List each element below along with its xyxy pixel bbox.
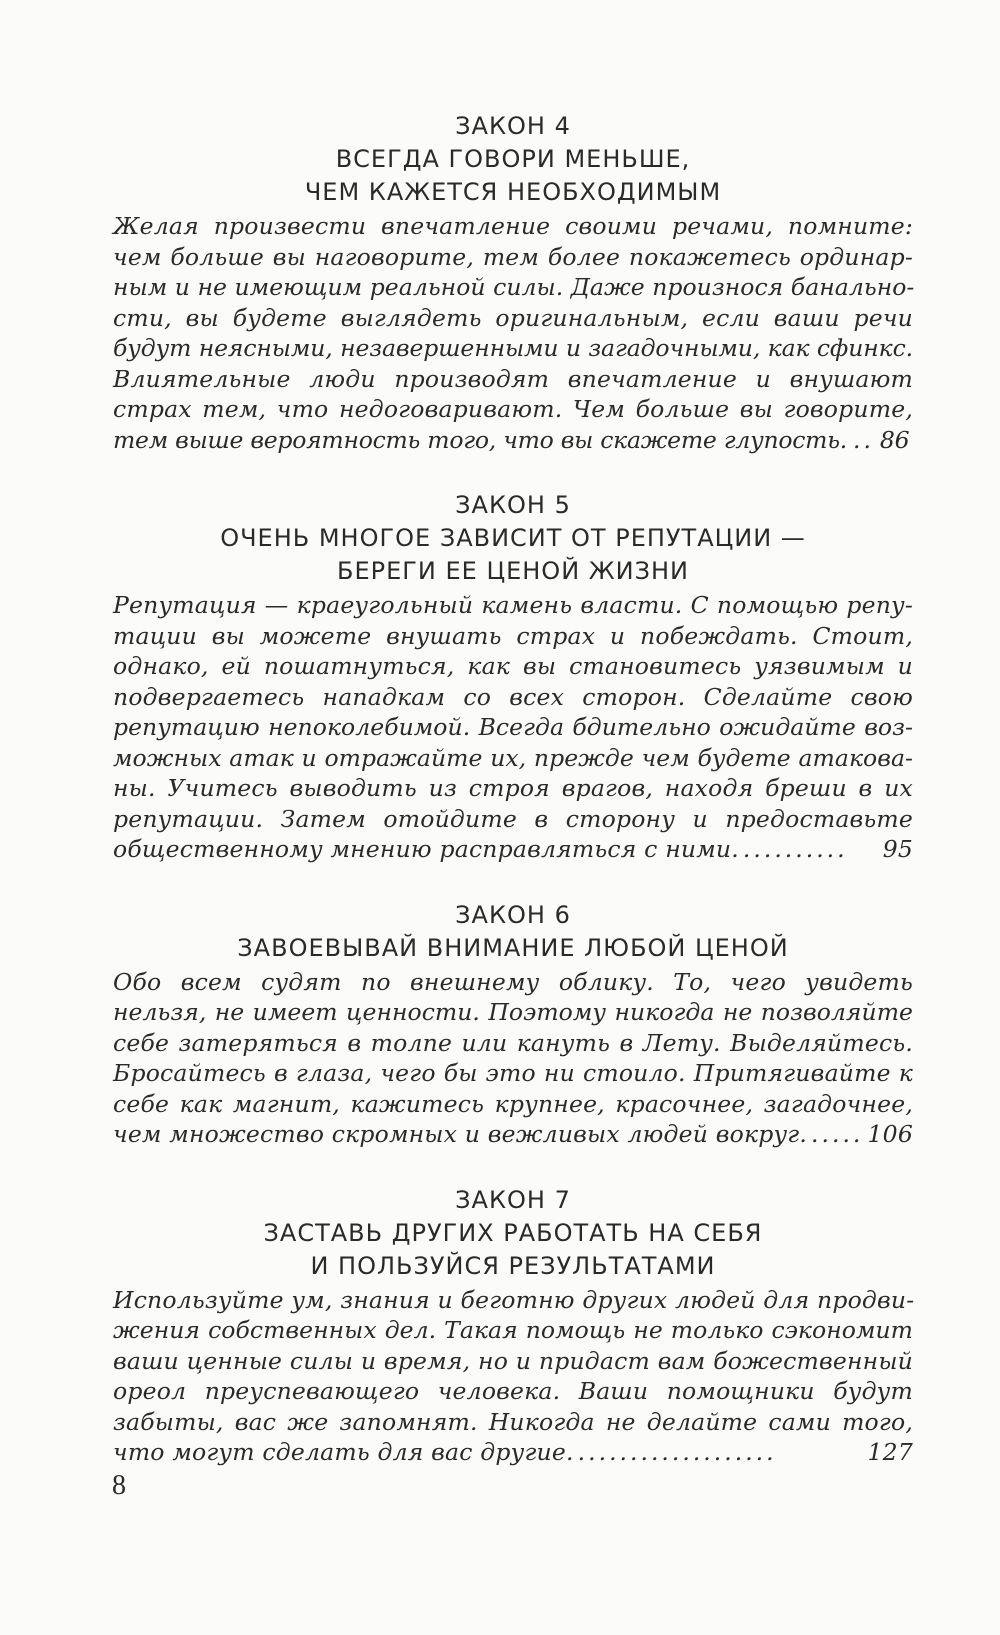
summary-line: Обо всем судят по внешнему облику. То, чего увидеть xyxy=(113,967,913,996)
summary-line: репутации. Затем отойдите в сторону и предоставьте xyxy=(113,804,913,833)
page-number: 8 xyxy=(112,1470,126,1501)
summary-line: ваши ценные силы и время, но и придаст вам божественный xyxy=(113,1346,913,1375)
law-number: ЗАКОН 7 xyxy=(455,1185,571,1214)
summary-line: Бросайтесь в глаза, чего бы это ни стоило. Притягивайте к xyxy=(113,1059,913,1087)
law-entry-7 xyxy=(113,1184,913,1468)
law-title: ОЧЕНЬ МНОГОЕ ЗАВИСИТ ОТ РЕПУТАЦИИ — БЕРЕГИ ЕЕ ЦЕНОЙ ЖИЗНИ xyxy=(220,524,806,585)
summary-line: тем выше вероятность того, что вы скажете глупость. xyxy=(113,425,847,454)
law-summary xyxy=(113,590,913,865)
law-summary xyxy=(113,967,913,1150)
law-number: ЗАКОН 4 xyxy=(455,112,571,140)
dot-leader: .. xyxy=(852,425,874,454)
summary-line: страх тем, что недоговаривают. Чем больше вы говорите, xyxy=(113,395,913,423)
summary-line: будут неясными, незавершенными и загадочными, как сфинкс. xyxy=(113,334,913,362)
page-reference: 95 xyxy=(882,835,913,863)
law-summary xyxy=(113,211,913,455)
summary-line: подвергаетесь нападкам со всех сторон. Сделайте свою xyxy=(113,682,913,711)
summary-last-line xyxy=(113,834,913,865)
summary-line: себе затеряться в толпе или кануть в Лету. Выделяйтесь. xyxy=(113,1028,913,1057)
dot-leader: .......... xyxy=(742,835,848,863)
summary-last-line xyxy=(113,425,913,456)
summary-line: можных атак и отражайте их, прежде чем будете атакова- xyxy=(113,743,913,772)
summary-line: нельзя, не имеет ценности. Поэтому никогда не позволяйте xyxy=(113,998,913,1026)
summary-line: ны. Учитесь выводить из строя врагов, находя бреши в их xyxy=(113,774,913,802)
law-entry-5 xyxy=(113,489,913,865)
summary-line: жения собственных дел. Такая помощь не только сэкономит xyxy=(113,1316,913,1344)
page-reference: 127 xyxy=(867,1438,913,1466)
law-number: ЗАКОН 6 xyxy=(455,900,571,929)
summary-line: сти, вы будете выглядеть оригинальным, если ваши речи xyxy=(113,303,913,332)
summary-line: Желая произвести впечатление своими речами, помните: xyxy=(113,212,913,240)
summary-line: Используйте ум, знания и беготню других людей для продви- xyxy=(113,1285,915,1314)
summary-line: ным и не имеющим реальной силы. Даже произнося банально- xyxy=(113,273,915,301)
summary-line: однако, ей пошатнуться, как вы становитесь уязвимым и xyxy=(113,652,913,680)
law-title: ЗАСТАВЬ ДРУГИХ РАБОТАТЬ НА СЕБЯ И ПОЛЬЗУЙСЯ РЕЗУЛЬТАТАМИ xyxy=(263,1218,763,1280)
summary-line: Влиятельные люди производят впечатление и внушают xyxy=(113,364,913,393)
summary-line: что могут сделать для вас другие. xyxy=(113,1438,574,1466)
summary-line: общественному мнению расправляться с ними. xyxy=(113,835,739,863)
law-entry-4 xyxy=(113,110,913,455)
summary-last-line xyxy=(113,1119,913,1150)
law-title: ВСЕГДА ГОВОРИ МЕНЬШЕ, ЧЕМ КАЖЕТСЯ НЕОБХОДИМЫМ xyxy=(304,145,722,206)
summary-line: Репутация — краеугольный камень власти. С помощью репу- xyxy=(113,591,913,619)
law-title: ЗАВОЕВЫВАЙ ВНИМАНИЕ ЛЮБОЙ ЦЕНОЙ xyxy=(237,933,789,962)
law-summary xyxy=(113,1285,913,1468)
law-number: ЗАКОН 5 xyxy=(455,491,571,519)
summary-line: себе как магнит, кажитесь крупнее, красочнее, загадочнее, xyxy=(113,1089,913,1118)
page-reference: 86 xyxy=(879,425,910,454)
law-entry-6 xyxy=(113,899,913,1150)
summary-last-line xyxy=(113,1437,913,1468)
summary-line: забыты, вас же запомнят. Никогда не делайте сами того, xyxy=(113,1407,913,1436)
summary-line: ореол преуспевающего человека. Ваши помощники будут xyxy=(113,1377,913,1405)
dot-leader: ................... xyxy=(577,1438,777,1466)
summary-line: тации вы можете внушать страх и побеждать. Стоит, xyxy=(113,621,913,650)
summary-line: репутацию непоколебимой. Всегда бдительно ожидайте воз- xyxy=(113,713,913,741)
summary-line: чем множество скромных и вежливых людей вокруг. xyxy=(113,1120,808,1148)
page-reference: 106 xyxy=(867,1120,913,1148)
dot-leader: ..... xyxy=(811,1120,864,1148)
summary-line: чем больше вы наговорите, тем более покажетесь ординар- xyxy=(113,242,913,271)
table-of-contents xyxy=(113,110,913,1502)
